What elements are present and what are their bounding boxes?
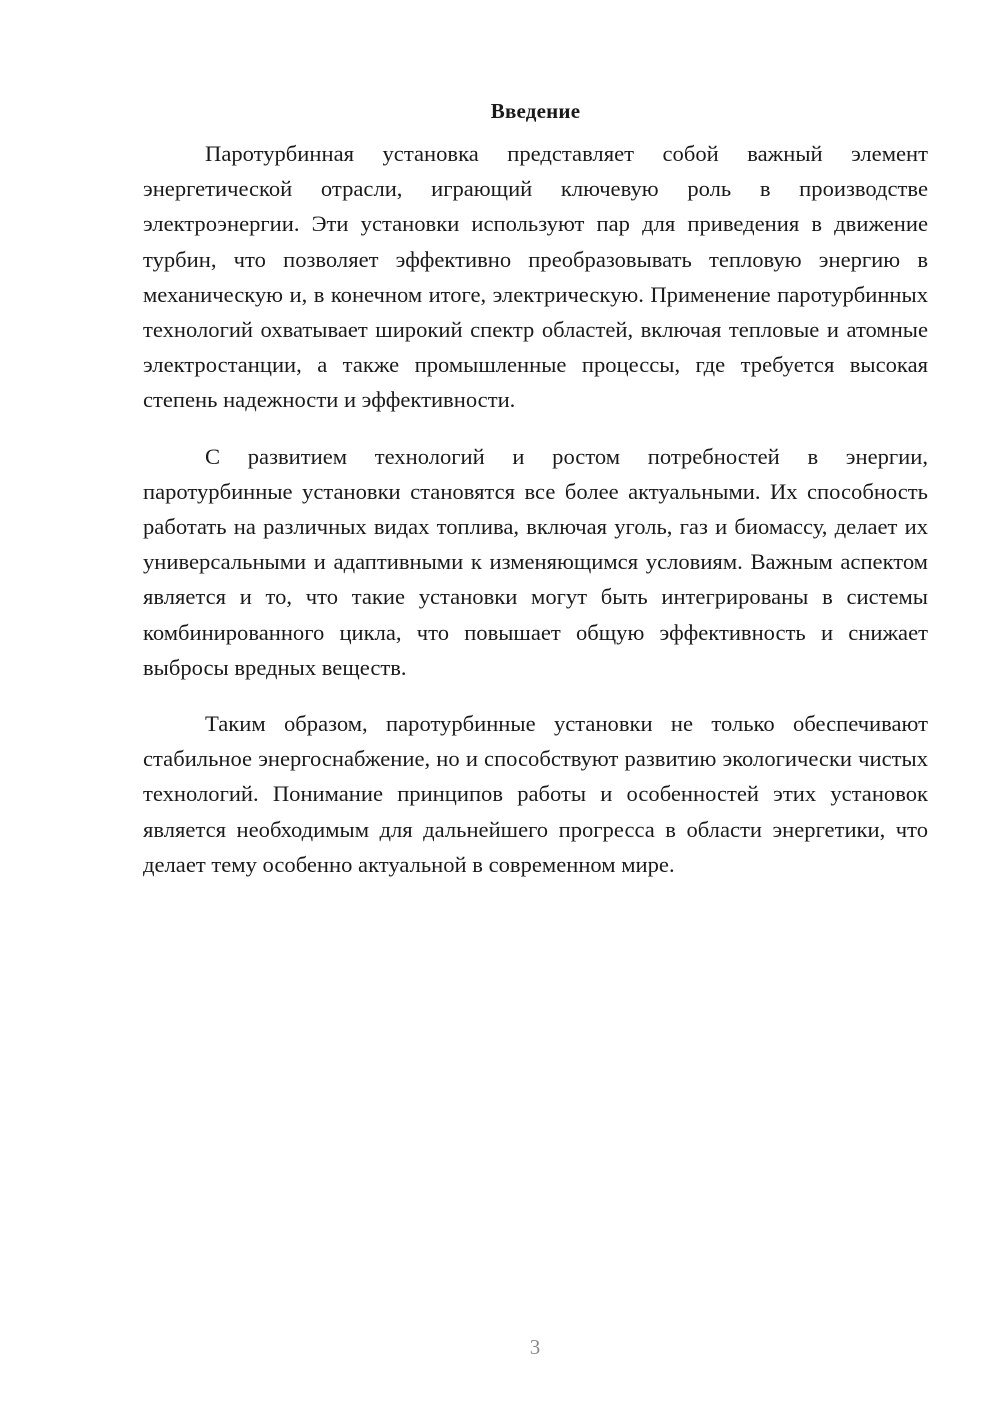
paragraph-1: Паротурбинная установка представляет собой важный элемент энергетической отрасли, играющий ключевую роль в производстве электроэнергии. Эти установки используют пар для приведения в движение турбин, что позволяет эффективно преобразовывать тепловую энергию в механическую и, в конечном итоге, электрическую. Применение паротурбинных технологий охватывает широкий спектр областей, включая тепловые и атомные электростанции, а также промышленные процессы, где требуется высокая степень надежности и эффективности. <box>143 141 928 413</box>
page-content <box>143 96 928 882</box>
paragraph-2: С развитием технологий и ростом потребностей в энергии, паротурбинные установки становятся все более актуальными. Их способность работать на различных видах топлива, включая уголь, газ и биомассу, делает их универсальными и адаптивными к изменяющимся условиям. Важным аспектом является и то, что такие установки могут быть интегрированы в системы комбинированного цикла, что повышает общую эффективность и снижает выбросы вредных веществ. <box>143 443 928 680</box>
paragraph-3: Таким образом, паротурбинные установки не только обеспечивают стабильное энергоснабжение, но и способствуют развитию экологически чистых технологий. Понимание принципов работы и особенностей этих установок является необходимым для дальнейшего прогресса в области энергетики, что делает тему особенно актуальной в современном мире. <box>143 711 928 877</box>
section-heading: Введение <box>490 99 581 123</box>
page-number: 3 <box>529 1335 541 1359</box>
